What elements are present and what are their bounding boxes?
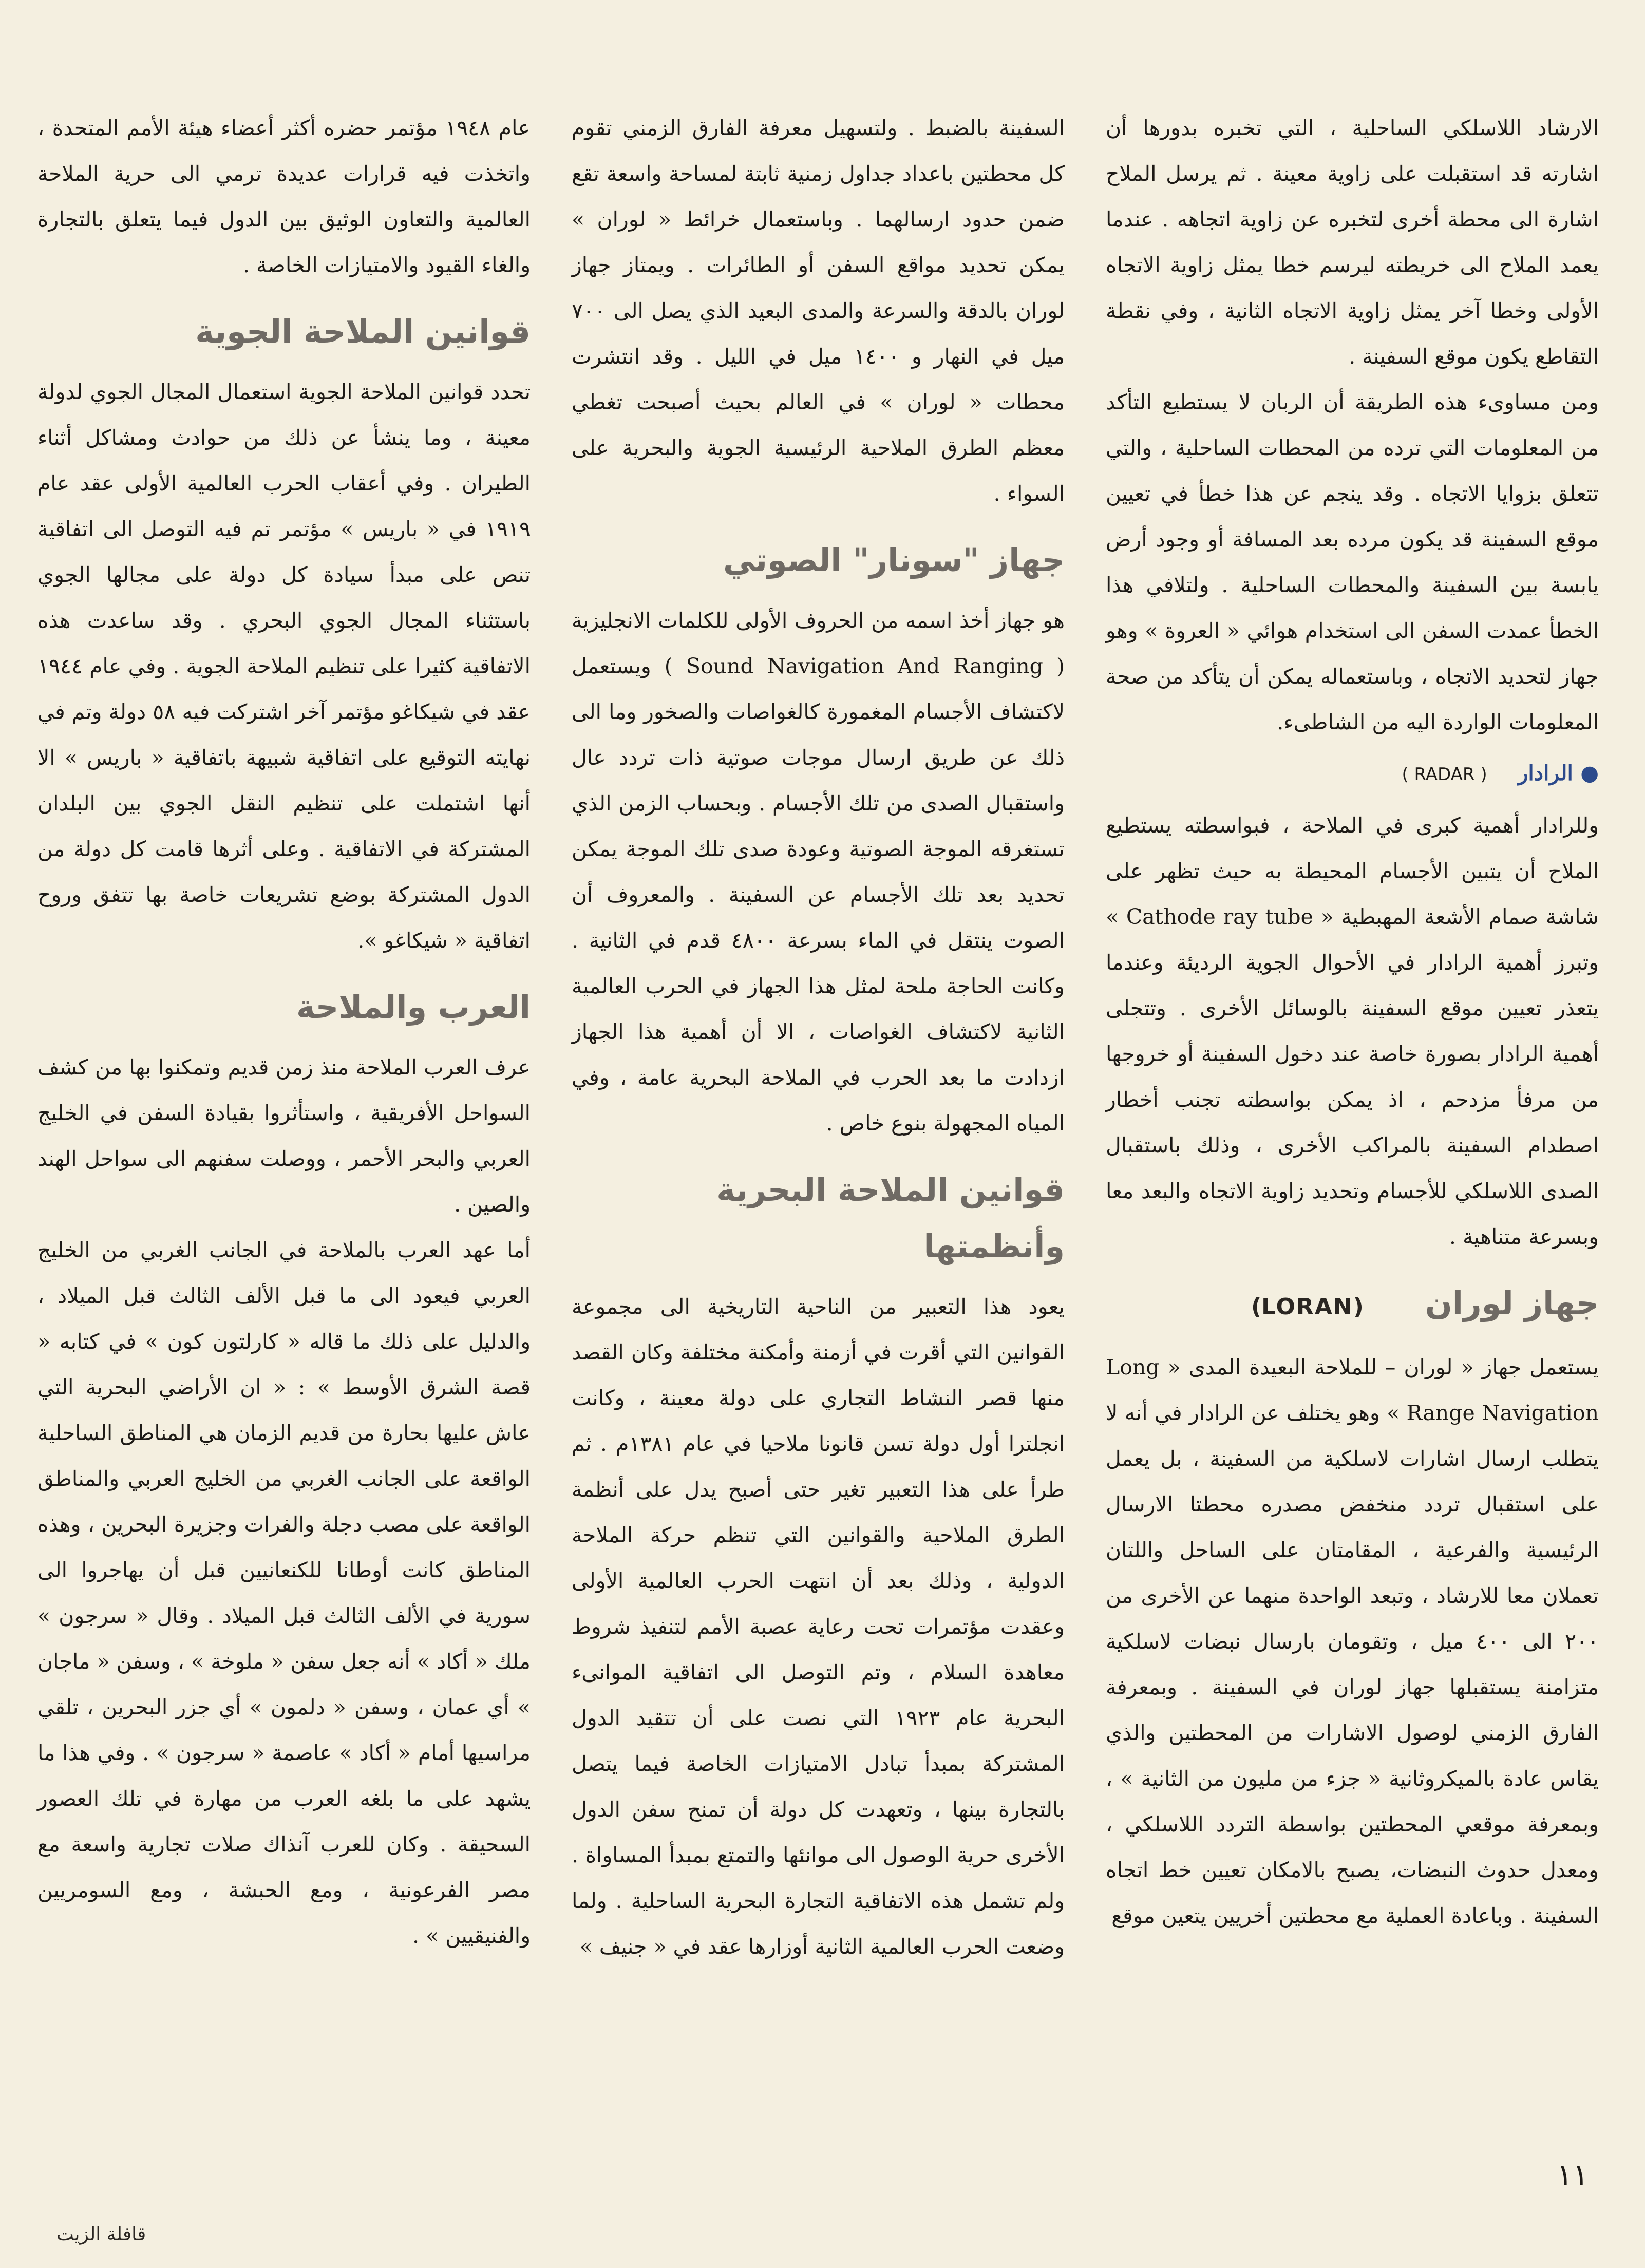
subsection-heading [1106, 750, 1599, 798]
paragraph: ومن مساوىء هذه الطريقة أن الربان لا يستطيع التأكد من المعلومات التي ترده من المحطات الساحلية ، والتي تتعلق بزوايا الاتجاه . وقد ينجم عن هذا خطأ في تعيين موقع السفينة قد يكون مرده بعد المسافة أو وجود أرض يابسة بين السفينة والمحطات الساحلية . ولتلافي هذا الخطأ عمدت السفن الى استخدام هوائي « العروة » وهو جهاز لتحديد الاتجاه ، وباستعماله يمكن أن يتأكد من صحة المعلومات الواردة اليه من الشاطىء. [1106, 390, 1599, 734]
paragraph: يستعمل جهاز « لوران – للملاحة البعيدة المدى « Long Range Navigation » وهو يختلف عن الرادار في أنه لا يتطلب ارسال اشارات لاسلكية من السفينة ، بل يعمل على استقبال تردد منخفض مصدره محطتا الارسال الرئيسية والفرعية ، المقامتان على الساحل واللتان تعملان معا للارشاد ، وتبعد الواحدة منهما عن الأخرى من ٢٠٠ الى ٤٠٠ ميل ، وتقومان بارسال نبضات لاسلكية متزامنة يستقبلها جهاز لوران في السفينة . وبمعرفة الفارق الزمني لوصول الاشارات من المحطتين والذي يقاس عادة بالميكروثانية « جزء من مليون من الثانية » ، وبمعرفة موقعي المحطتين بواسطة التردد اللاسلكي ، ومعدل حدوث النبضات، يصبح بالامكان تعيين خط اتجاه السفينة . وباعادة العملية مع محطتين أخريين يتعين موقع [1106, 1355, 1599, 1928]
section-heading [1106, 1275, 1599, 1335]
column-middle [572, 105, 1065, 1970]
paragraph: تحدد قوانين الملاحة الجوية استعمال المجال الجوي لدولة معينة ، وما ينشأ عن ذلك من حوادث ومشاكل أثناء الطيران . وفي أعقاب الحرب العالمية الأولى عقد عام ١٩١٩ في « باريس » مؤتمر تم فيه التوصل الى اتفاقية تنص على مبدأ سيادة كل دولة على مجالها الجوي باستثناء المجال الجوي البحري . وقد ساعدت هذه الاتفاقية كثيرا على تنظيم الملاحة الجوية . وفي عام ١٩٤٤ عقد في شيكاغو مؤتمر آخر اشتركت فيه ٥٨ دولة وتم في نهايته التوقيع على اتفاقية شبيهة باتفاقية « باريس » الا أنها اشتملت على تنظيم النقل الجوي بين البلدان المشتركة في الاتفاقية . وعلى أثرها قامت كل دولة من الدول المشتركة بوضع تشريعات خاصة بها تتفق وروح اتفاقية « شيكاغو ». [37, 380, 531, 953]
section-heading [37, 304, 531, 360]
section-heading [572, 532, 1065, 589]
heading-text: قوانين الملاحة الجوية [195, 313, 531, 350]
paragraph: السفينة بالضبط . ولتسهيل معرفة الفارق الزمني تقوم كل محطتين باعداد جداول زمنية ثابتة لمساحة واسعة تقع ضمن حدود ارسالهما . وباستعمال خرائط « لوران » يمكن تحديد مواقع السفن أو الطائرات . ويمتاز جهاز لوران بالدقة والسرعة والمدى البعيد الذي يصل الى ٧٠٠ ميل في النهار و ١٤٠٠ ميل في الليل . وقد انتشرت محطات « لوران » في العالم بحيث أصبحت تغطي معظم الطرق الملاحية الرئيسية الجوية والبحرية على السواء . [572, 116, 1065, 506]
heading-latin-text: ( RADAR ) [1402, 764, 1487, 785]
paragraph: يعود هذا التعبير من الناحية التاريخية الى مجموعة القوانين التي أقرت في أزمنة وأمكنة مختلفة وكان القصد منها قصر النشاط التجاري على دولة معينة ، وكانت انجلترا أول دولة تسن قانونا ملاحيا في عام ١٣٨١م . ثم طرأ على هذا التعبير تغير حتى أصبح يدل على أنظمة الطرق الملاحية والقوانين التي تنظم حركة الملاحة الدولية ، وذلك بعد أن انتهت الحرب العالمية الأولى وعقدت مؤتمرات تحت رعاية عصبة الأمم لتنفيذ شروط معاهدة السلام ، وتم التوصل الى اتفاقية الموانىء البحرية عام ١٩٢٣ التي نصت على أن تتقيد الدول المشتركة بمبدأ تبادل الامتيازات الخاصة فيما يتصل بالتجارة بينها ، وتعهدت كل دولة أن تمنح سفن الدول الأخرى حرية الوصول الى موانئها والتمتع بمبدأ المساواة . ولم تشمل هذه الاتفاقية التجارة البحرية الساحلية . ولما وضعت الحرب العالمية الثانية أوزارها عقد في « جنيف » [572, 1294, 1065, 1959]
paragraph: عرف العرب الملاحة منذ زمن قديم وتمكنوا بها من كشف السواحل الأفريقية ، واستأثروا بقيادة السفن في الخليج العربي والبحر الأحمر ، ووصلت سفنهم الى سواحل الهند والصين . [37, 1055, 531, 1217]
paragraph: هو جهاز أخذ اسمه من الحروف الأولى للكلمات الانجليزية ( Sound Navigation And Ranging ) ويستعمل لاكتشاف الأجسام المغمورة كالغواصات والصخور وما الى ذلك عن طريق ارسال موجات صوتية ذات تردد عال واستقبال الصدى من تلك الأجسام . وبحساب الزمن الذي تستغرقه الموجة الصوتية وعودة صدى تلك الموجة يمكن تحديد بعد تلك الأجسام عن السفينة . والمعروف أن الصوت ينتقل في الماء بسرعة ٤٨٠٠ قدم في الثانية . وكانت الحاجة ملحة لمثل هذا الجهاز في الحرب العالمية الثانية لاكتشاف الغواصات ، الا أن أهمية هذا الجهاز ازدادت ما بعد الحرب في الملاحة البحرية عامة ، وفي المياه المجهولة بنوع خاص . [572, 608, 1065, 1136]
column-left [37, 105, 531, 1959]
section-heading [37, 979, 531, 1035]
heading-latin-text: (LORAN) [1251, 1294, 1364, 1320]
page-number: ١١ [1556, 2157, 1589, 2192]
heading-text: جهاز لوران [1425, 1284, 1599, 1322]
heading-text: قوانين الملاحة البحرية وأنظمتها [716, 1171, 1065, 1265]
heading-text: جهاز "سونار" الصوتي [723, 541, 1065, 579]
section-heading [572, 1162, 1065, 1275]
paragraph: وللرادار أهمية كبرى في الملاحة ، فبواسطته يستطيع الملاح أن يتبين الأجسام المحيطة به حيث تظهر على شاشة صمام الأشعة المهبطية « Cathode ray tube » وتبرز أهمية الرادار في الأحوال الجوية الرديئة وعندما يتعذر تعيين موقع السفينة بالوسائل الأخرى . وتتجلى أهمية الرادار بصورة خاصة عند دخول السفينة أو خروجها من مرفأ مزدحم ، اذ يمكن بواسطته تجنب أخطار اصطدام السفينة بالمراكب الأخرى ، وذلك باستقبال الصدى اللاسلكي للأجسام وتحديد زاوية الاتجاه والبعد معا وبسرعة متناهية . [1106, 813, 1599, 1249]
column-right [1106, 105, 1599, 1939]
paragraph: عام ١٩٤٨ مؤتمر حضره أكثر أعضاء هيئة الأمم المتحدة ، واتخذت فيه قرارات عديدة ترمي الى حرية الملاحة العالمية والتعاون الوثيق بين الدول فيما يتعلق بالتجارة والغاء القيود والامتيازات الخاصة . [37, 116, 531, 277]
heading-text: ● الرادار [1518, 761, 1599, 785]
publication-title: قافلة الزيت [56, 2224, 146, 2245]
heading-text: العرب والملاحة [296, 988, 531, 1026]
paragraph: أما عهد العرب بالملاحة في الجانب الغربي من الخليج العربي فيعود الى ما قبل الألف الثالث قبل الميلاد ، والدليل على ذلك ما قاله « كارلتون كون » في كتابه « قصة الشرق الأوسط » : « ان الأراضي البحرية التي عاش عليها بحارة من قديم الزمان هي المناطق الساحلية الواقعة على الجانب الغربي من الخليج العربي والمناطق الواقعة على مصب دجلة والفرات وجزيرة البحرين ، وهذه المناطق كانت أوطانا للكنعانيين قبل أن يهاجروا الى سورية في الألف الثالث قبل الميلاد . وقال « سرجون » ملك « أكاد » أنه جعل سفن « ملوخة » ، وسفن « ماجان » أي عمان ، وسفن « دلمون » أي جزر البحرين ، تلقي مراسيها أمام « أكاد » عاصمة « سرجون » . وفي هذا ما يشهد على ما بلغه العرب من مهارة في تلك العصور السحيقة . وكان للعرب آنذاك صلات تجارية واسعة مع مصر الفرعونية ، ومع الحبشة ، ومع السومريين والفنيقيين » . [37, 1238, 531, 1948]
paragraph: الارشاد اللاسلكي الساحلية ، التي تخبره بدورها أن اشارته قد استقبلت على زاوية معينة . ثم يرسل الملاح اشارة الى محطة أخرى لتخبره عن زاوية اتجاهه . عندما يعمد الملاح الى خريطته ليرسم خطا يمثل زاوية الاتجاه الأولى وخطا آخر يمثل زاوية الاتجاه الثانية ، وفي نقطة التقاطع يكون موقع السفينة . [1106, 116, 1599, 369]
